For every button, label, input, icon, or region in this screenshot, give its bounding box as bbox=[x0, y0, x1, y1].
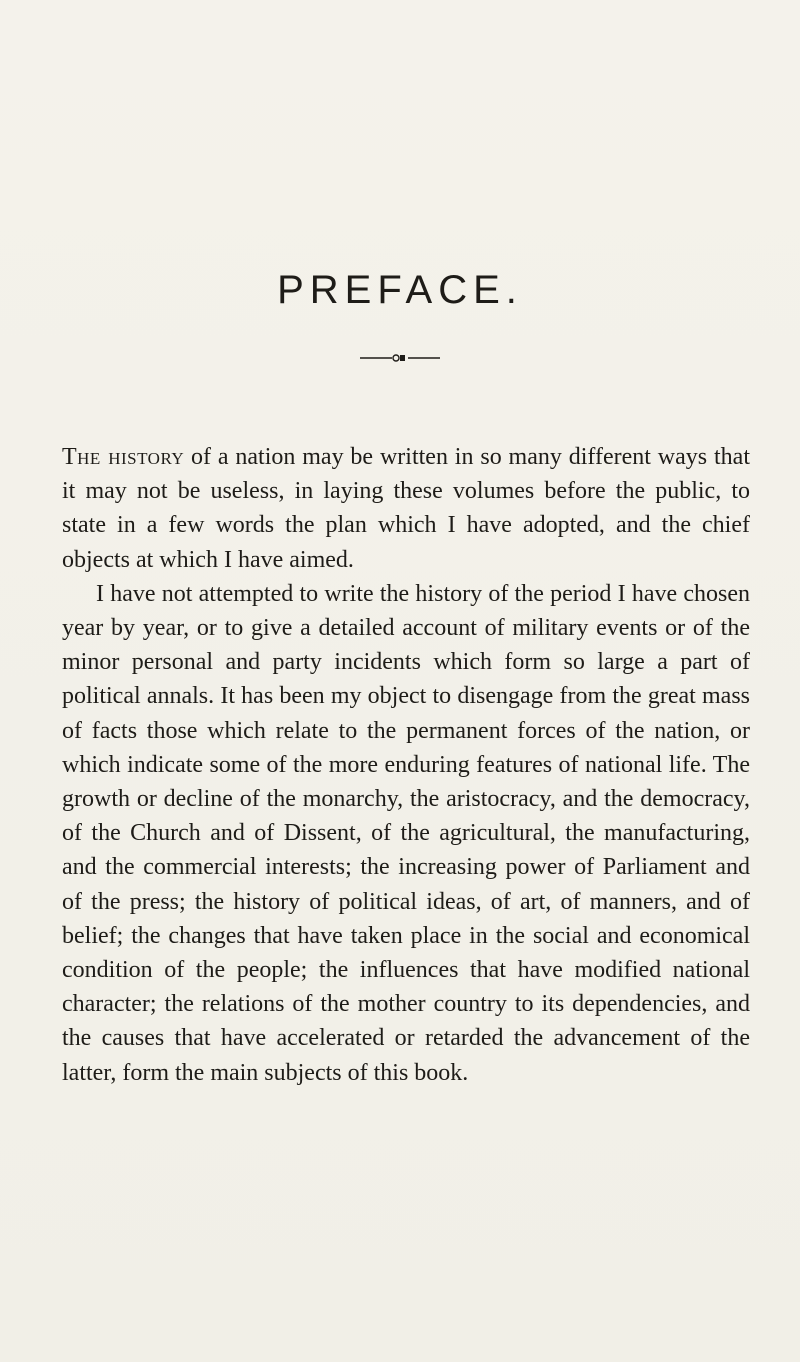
paragraph-2 bbox=[62, 577, 750, 1090]
preface-body bbox=[62, 440, 750, 1090]
paragraph-1 bbox=[62, 440, 750, 577]
paragraph-lead: The history bbox=[62, 444, 185, 470]
paragraph-text: of a nation may be written in so many different ways that it may not be useless, in laying these volumes before the public, to state in a few words the plan which I have adopted, and the chief objects at which I have aimed. bbox=[62, 444, 750, 573]
page-title: PREFACE. bbox=[277, 268, 523, 312]
title-ornament-icon bbox=[358, 352, 442, 364]
paragraph-text: I have not attempted to write the history of the period I have chosen year by year, or to give a detailed account of military events or of the minor personal and party incidents which form so large a part of political annals. It has been my object to disengage from the great mass of facts those which relate to the permanent forces of the nation, or which indicate some of the more enduring features of national life. The growth or decline of the monarchy, the aristocracy, and the democracy, of the Church and of Dissent, of the agricultural, the manufacturing, and the commercial interests; the increasing power of Parliament and of the press; the history of political ideas, of art, of manners, and of belief; the changes that have taken place in the social and economical condition of the people; the influences that have modified national character; the relations of the mother country to its dependencies, and the causes that have accelerated or retarded the advancement of the latter, form the main subjects of this book. bbox=[62, 580, 750, 1086]
